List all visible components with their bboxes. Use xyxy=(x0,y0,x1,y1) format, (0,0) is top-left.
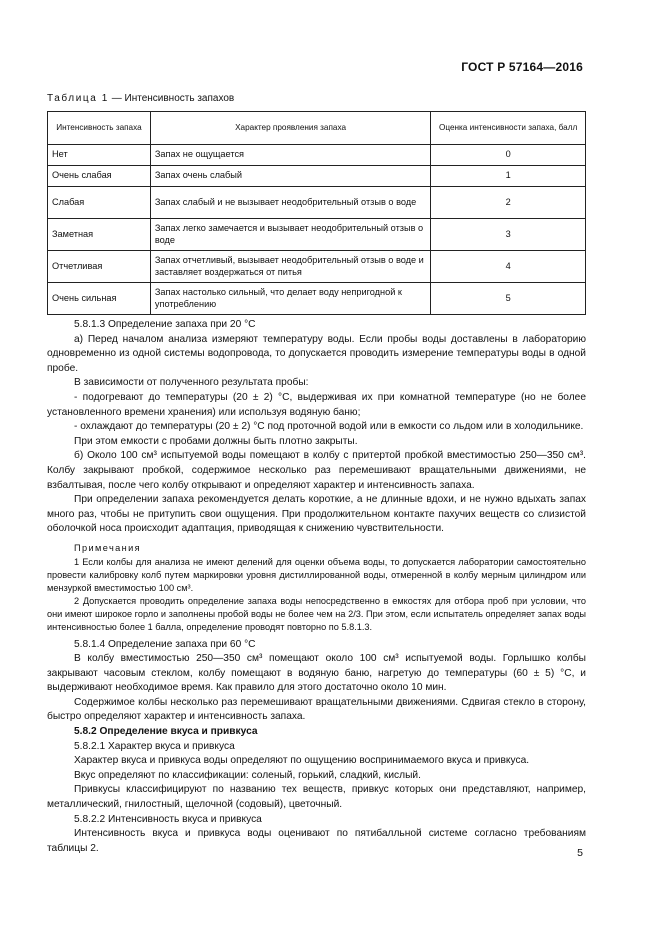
score-cell: 2 xyxy=(431,187,586,219)
paragraph-short-breaths: При определении запаха рекомендуется делать короткие, а не длинные вдохи, и не нужно вдыхать запах много раз, чтобы не притупить свои ощущения. При продолжительном контакте пахучих веществ со слизистой оболочкой носа происходит адаптация, приводящая к снижению чувствительности. xyxy=(47,494,586,535)
table-row xyxy=(48,145,586,166)
table-caption-prefix: Таблица 1 xyxy=(47,93,109,104)
list-item-cool: - охлаждают до температуры (20 ± 2) °С под проточной водой или в емкости со льдом или в холодильнике. xyxy=(74,421,584,433)
note-2: 2 Допускается проводить определение запаха воды непосредственно в емкостях для отбора проб при условии, что они имеют широкое горло и заполнены пробой воды не более чем на 2/3. При этом, если испытатель определяет запах воды интенсивностью более 1 балла, определение проводят повторно по 5.8.1.3. xyxy=(47,595,586,632)
section-5813-title: 5.8.1.3 Определение запаха при 20 °С xyxy=(74,319,256,330)
document-body xyxy=(47,318,586,856)
score-cell: 5 xyxy=(431,283,586,315)
header-intensity: Интенсивность запаха xyxy=(48,112,151,145)
paragraph-classification: Вкус определяют по классификации: соленый, горький, сладкий, кислый. xyxy=(74,769,421,781)
paragraph-closed: При этом емкости с пробами должны быть плотно закрыты. xyxy=(74,435,358,447)
character-cell: Запах настолько сильный, что делает воду непригодной к употреблению xyxy=(150,283,430,315)
character-cell: Запах слабый и не вызывает неодобрительный отзыв о воде xyxy=(150,187,430,219)
intensity-cell: Отчетливая xyxy=(48,251,151,283)
table-row xyxy=(48,283,586,315)
note-1: 1 Если колбы для анализа не имеют делений для оценки объема воды, то допускается лаборатории самостоятельно провести калибровку колб путем маркировки уровня дистиллированной воды, отмеренной в колбу мерным цилиндром или мензуркой вместимостью 100 см³. xyxy=(47,556,586,593)
table-header-row xyxy=(48,112,586,145)
paragraph-depending: В зависимости от полученного результата пробы: xyxy=(74,377,309,389)
intensity-cell: Нет xyxy=(48,145,151,166)
notes-title: Примечания xyxy=(74,542,142,553)
score-cell: 4 xyxy=(431,251,586,283)
intensity-cell: Заметная xyxy=(48,219,151,251)
intensity-cell: Очень слабая xyxy=(48,166,151,187)
score-cell: 1 xyxy=(431,166,586,187)
paragraph-intensity: Интенсивность вкуса и привкуса воды оценивают по пятибалльной системе согласно требованиям таблицы 2. xyxy=(47,828,586,854)
character-cell: Запах легко замечается и вызывает неодобрительный отзыв о воде xyxy=(150,219,430,251)
intensity-cell: Слабая xyxy=(48,187,151,219)
paragraph-60a: В колбу вместимостью 250—350 см³ помещают около 100 см³ испытуемой воды. Горлышко колбы закрывают часовым стеклом, колбу помещают в водяную баню, нагретую до температуры (60 ± 5) °С, и выдерживают необходимое время. Как правило для этого достаточно около 10 мин. xyxy=(47,653,586,694)
odor-intensity-table xyxy=(47,111,586,315)
paragraph-aftertastes: Привкусы классифицируют по названию тех веществ, привкус которых они представляют, например, металлический, гнилостный, щелочной (содовый), цветочный. xyxy=(47,784,586,811)
paragraph-60b: Содержимое колбы несколько раз перемешивают вращательными движениями. Сдвигая стекло в сторону, быстро определяют характер и интенсивность запаха. xyxy=(47,696,586,723)
table-row xyxy=(48,166,586,187)
character-cell: Запах не ощущается xyxy=(150,145,430,166)
character-cell: Запах очень слабый xyxy=(150,166,430,187)
table-caption-title: — Интенсивность запахов xyxy=(108,93,235,104)
character-cell: Запах отчетливый, вызывает неодобрительный отзыв о воде и заставляет воздержаться от питья xyxy=(150,251,430,283)
page-number: 5 xyxy=(577,847,583,859)
score-cell: 0 xyxy=(431,145,586,166)
section-582-title: 5.8.2 Определение вкуса и привкуса xyxy=(74,726,258,738)
table-row xyxy=(48,219,586,251)
section-5821-title: 5.8.2.1 Характер вкуса и привкуса xyxy=(74,740,235,752)
table-row xyxy=(48,251,586,283)
header-score: Оценка интенсивности запаха, балл xyxy=(431,112,586,145)
paragraph-a: а) Перед началом анализа измеряют температуру воды. Если пробы воды доставлены в лабораторию одновременно из одной системы водопровода, то допускается проводить измерение температуры воды в одной пробе. xyxy=(47,333,586,374)
header-character: Характер проявления запаха xyxy=(150,112,430,145)
section-5822-title: 5.8.2.2 Интенсивность вкуса и привкуса xyxy=(74,813,262,825)
table-row xyxy=(48,187,586,219)
intensity-cell: Очень сильная xyxy=(48,283,151,315)
list-item-heat: - подогревают до температуры (20 ± 2) °С, выдерживая их при комнатной температуре (но не более установленного времени хранения) или используя водяную баню; xyxy=(47,391,586,418)
section-5814-title: 5.8.1.4 Определение запаха при 60 °С xyxy=(74,638,256,650)
paragraph-character: Характер вкуса и привкуса воды определяют по ощущению воспринимаемого вкуса и привкуса. xyxy=(74,755,530,767)
score-cell: 3 xyxy=(431,219,586,251)
table-caption xyxy=(47,93,234,104)
document-code: ГОСТ Р 57164—2016 xyxy=(461,60,583,74)
paragraph-b: б) Около 100 см³ испытуемой воды помещают в колбу с притертой пробкой вместимостью 250—350 см³. Колбу закрывают пробкой, содержимое несколько раз перемешивают вращательными движениями, не взбалтывая, после чего колбу открывают и определяют характер и интенсивность запаха. xyxy=(47,450,586,491)
